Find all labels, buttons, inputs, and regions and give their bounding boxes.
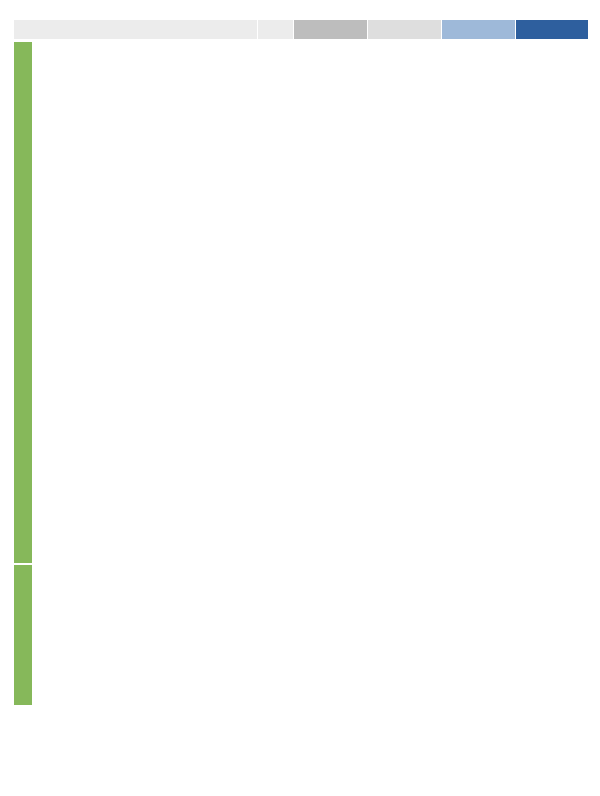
power-class-label <box>14 20 258 39</box>
power-class-15 <box>368 20 442 39</box>
power-class-row <box>14 20 588 40</box>
system-data-sidebar <box>14 42 32 563</box>
power-class-20 <box>516 20 588 39</box>
interfaces-sidebar <box>14 565 32 705</box>
power-class-17 <box>442 20 516 39</box>
power-class-12 <box>294 20 368 39</box>
